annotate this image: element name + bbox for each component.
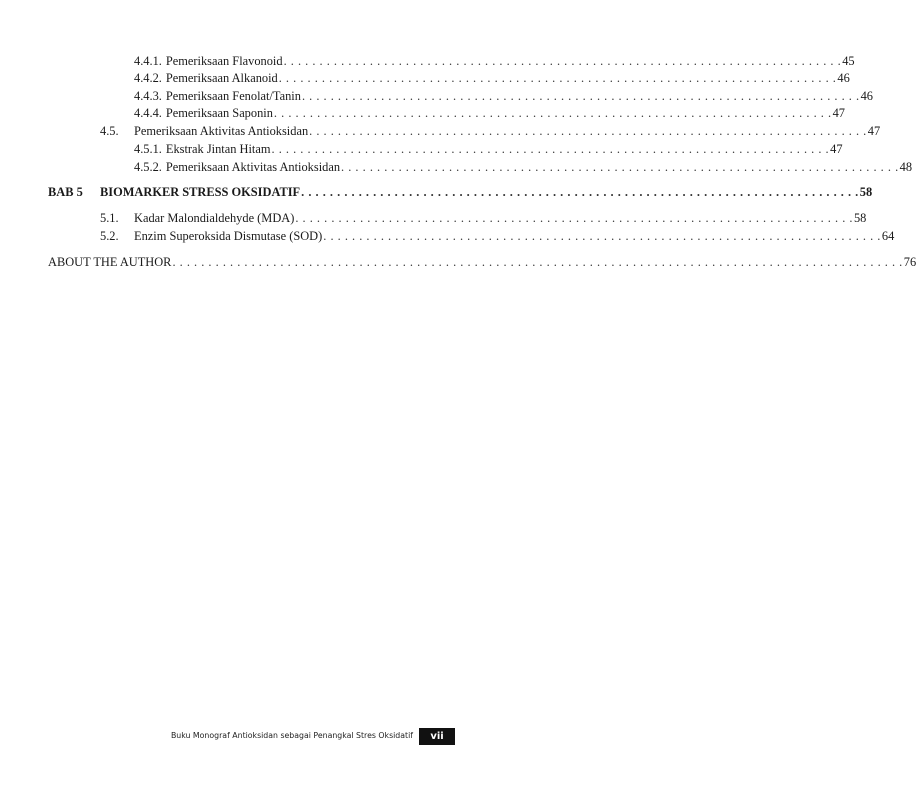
- toc-entry-4-4-2: [134, 70, 850, 86]
- toc-entry-page: 47: [832, 106, 845, 120]
- toc-leader-dots: . . . . . . . . . . . . . . . . . . . . . . . . . . . . . . . . . . . . . . . . . . . . . . . . . . . . . . . . . . . . . . . . . . . . . . . . . . . . . .: [295, 211, 853, 225]
- toc-leader-dots: . . . . . . . . . . . . . . . . . . . . . . . . . . . . . . . . . . . . . . . . . . . . . . . . . . . . . . . . . . . . . . . . . . . . . . . . . . . . . .: [278, 71, 837, 85]
- toc-leader-dots: . . . . . . . . . . . . . . . . . . . . . . . . . . . . . . . . . . . . . . . . . . . . . . . . . . . . . . . . . . . . . . . . . . . . . . . . . . . . . .: [301, 185, 859, 199]
- toc-entry-page: 46: [837, 71, 850, 85]
- toc-entry-title: Kadar Malondialdehyde (MDA): [134, 211, 295, 225]
- toc-entry-4-5-1: [134, 141, 843, 157]
- toc-entry-bab-5: [48, 184, 873, 200]
- toc-entry-4-5-2: [134, 159, 913, 175]
- toc-leader-dots: . . . . . . . . . . . . . . . . . . . . . . . . . . . . . . . . . . . . . . . . . . . . . . . . . . . . . . . . . . . . . . . . . . . . . . . . . . . . . .: [309, 124, 867, 138]
- toc-leader-dots: . . . . . . . . . . . . . . . . . . . . . . . . . . . . . . . . . . . . . . . . . . . . . . . . . . . . . . . . . . . . . . . . . . . . . . . . . . . . . .: [341, 160, 899, 174]
- toc-entry-title: ABOUT THE AUTHOR: [48, 255, 172, 269]
- toc-entry-page: 45: [842, 54, 855, 68]
- toc-entry-number: 4.4.2.: [134, 71, 162, 85]
- toc-entry-page: 47: [867, 124, 881, 138]
- toc-entry-page: 46: [860, 89, 873, 103]
- toc-leader-dots: . . . . . . . . . . . . . . . . . . . . . . . . . . . . . . . . . . . . . . . . . . . . . . . . . . . . . . . . . . . . . . . . . . . . . . . . . . . . . .: [271, 142, 830, 156]
- toc-chapter-number: BAB 5: [48, 185, 83, 199]
- toc-entry-number: 4.5.: [100, 124, 119, 138]
- toc-entry-page: 47: [830, 142, 843, 156]
- toc-entry-page: 76: [903, 255, 916, 269]
- toc-entry-number: 5.2.: [100, 229, 119, 243]
- toc-entry-5-1: [100, 210, 867, 226]
- toc-entry-number: 4.5.1.: [134, 142, 162, 156]
- toc-entry-about-author: [48, 254, 916, 270]
- toc-leader-dots: . . . . . . . . . . . . . . . . . . . . . . . . . . . . . . . . . . . . . . . . . . . . . . . . . . . . . . . . . . . . . . . . . . . . . . . . . . . . . .: [283, 54, 842, 68]
- toc-entry-number: 4.4.3.: [134, 89, 162, 103]
- toc-entry-4-4-4: [134, 105, 845, 121]
- toc-leader-dots: . . . . . . . . . . . . . . . . . . . . . . . . . . . . . . . . . . . . . . . . . . . . . . . . . . . . . . . . . . . . . . . . . . . . . . . . . . . . . .: [301, 89, 860, 103]
- page-footer: [0, 728, 515, 746]
- toc-entry-title: Pemeriksaan Fenolat/Tanin: [165, 89, 301, 103]
- toc-entry-page: 48: [899, 160, 913, 174]
- toc-entry-4-4-3: [134, 88, 873, 104]
- toc-entry-title: Pemeriksaan Flavonoid: [165, 54, 283, 68]
- toc-leader-dots: . . . . . . . . . . . . . . . . . . . . . . . . . . . . . . . . . . . . . . . . . . . . . . . . . . . . . . . . . . . . . . . . . . . . . . . . . . . . . . . . . . . . . . . . . . . . . . . . . . . . . .: [172, 255, 903, 269]
- toc-leader-dots: . . . . . . . . . . . . . . . . . . . . . . . . . . . . . . . . . . . . . . . . . . . . . . . . . . . . . . . . . . . . . . . . . . . . . . . . . . . . . .: [273, 106, 832, 120]
- toc-entry-number: 5.1.: [100, 211, 119, 225]
- toc-entry-title: Pemeriksaan Saponin: [165, 106, 273, 120]
- toc-entry-5-2: [100, 228, 895, 244]
- toc-entry-page: 58: [859, 185, 873, 199]
- page-number-badge: vii: [419, 728, 455, 745]
- toc-entry-title: Ekstrak Jintan Hitam: [165, 142, 271, 156]
- toc-entry-4-5: [100, 123, 881, 139]
- toc-entry-title: Enzim Superoksida Dismutase (SOD): [134, 229, 323, 243]
- toc-entry-title: Pemeriksaan Aktivitas Antioksidan: [165, 160, 341, 174]
- toc-entry-4-4-1: [134, 53, 855, 69]
- toc-entry-page: 58: [853, 211, 867, 225]
- toc-entry-number: 4.4.4.: [134, 106, 162, 120]
- toc-leader-dots: . . . . . . . . . . . . . . . . . . . . . . . . . . . . . . . . . . . . . . . . . . . . . . . . . . . . . . . . . . . . . . . . . . . . . . . . . . . . . .: [323, 229, 881, 243]
- toc-chapter-title: BIOMARKER STRESS OKSIDATIF: [100, 185, 301, 199]
- toc-entry-page: 64: [881, 229, 895, 243]
- toc-entry-title: Pemeriksaan Alkanoid: [165, 71, 278, 85]
- footer-book-title: Buku Monograf Antioksidan sebagai Penangkal Stres Oksidatif: [170, 731, 413, 740]
- toc-entry-title: Pemeriksaan Aktivitas Antioksidan: [134, 124, 309, 138]
- toc-entry-number: 4.4.1.: [134, 54, 162, 68]
- toc-entry-number: 4.5.2.: [134, 160, 162, 174]
